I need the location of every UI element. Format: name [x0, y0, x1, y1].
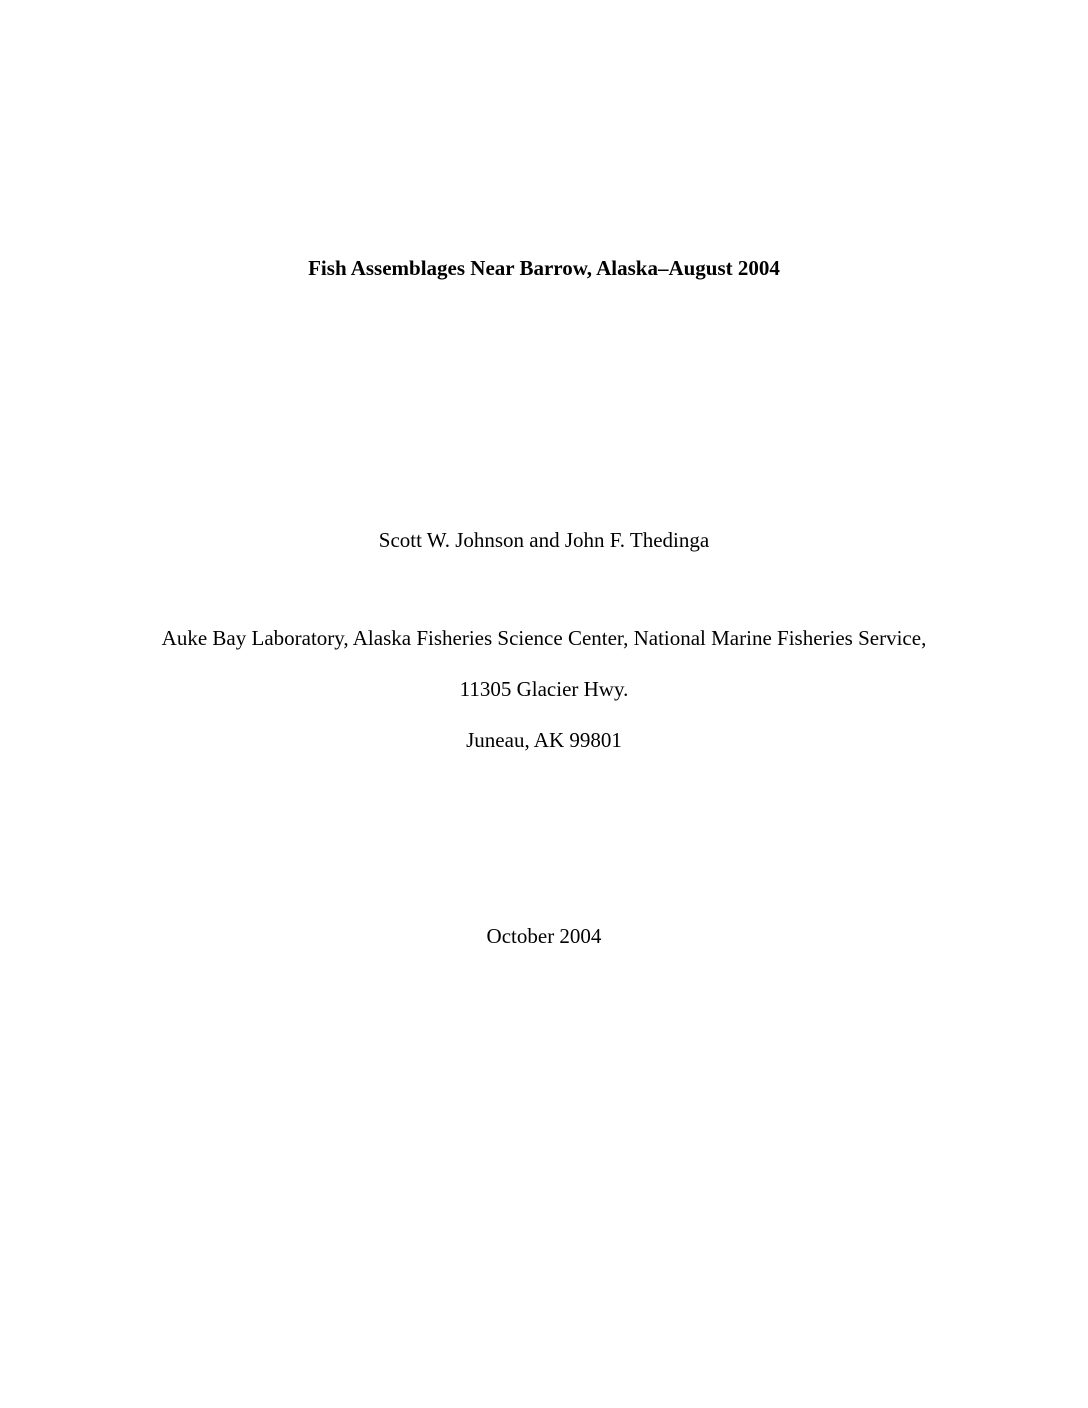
author-names: Scott W. Johnson and John F. Thedinga — [378, 528, 710, 552]
address-street: 11305 Glacier Hwy. — [459, 677, 629, 701]
document-title: Fish Assemblages Near Barrow, Alaska–August 2004 — [308, 256, 780, 280]
publication-date: October 2004 — [486, 924, 602, 948]
author-affiliation: Auke Bay Laboratory, Alaska Fisheries Science Center, National Marine Fisheries Service, — [161, 626, 927, 650]
address-city: Juneau, AK 99801 — [466, 728, 622, 752]
